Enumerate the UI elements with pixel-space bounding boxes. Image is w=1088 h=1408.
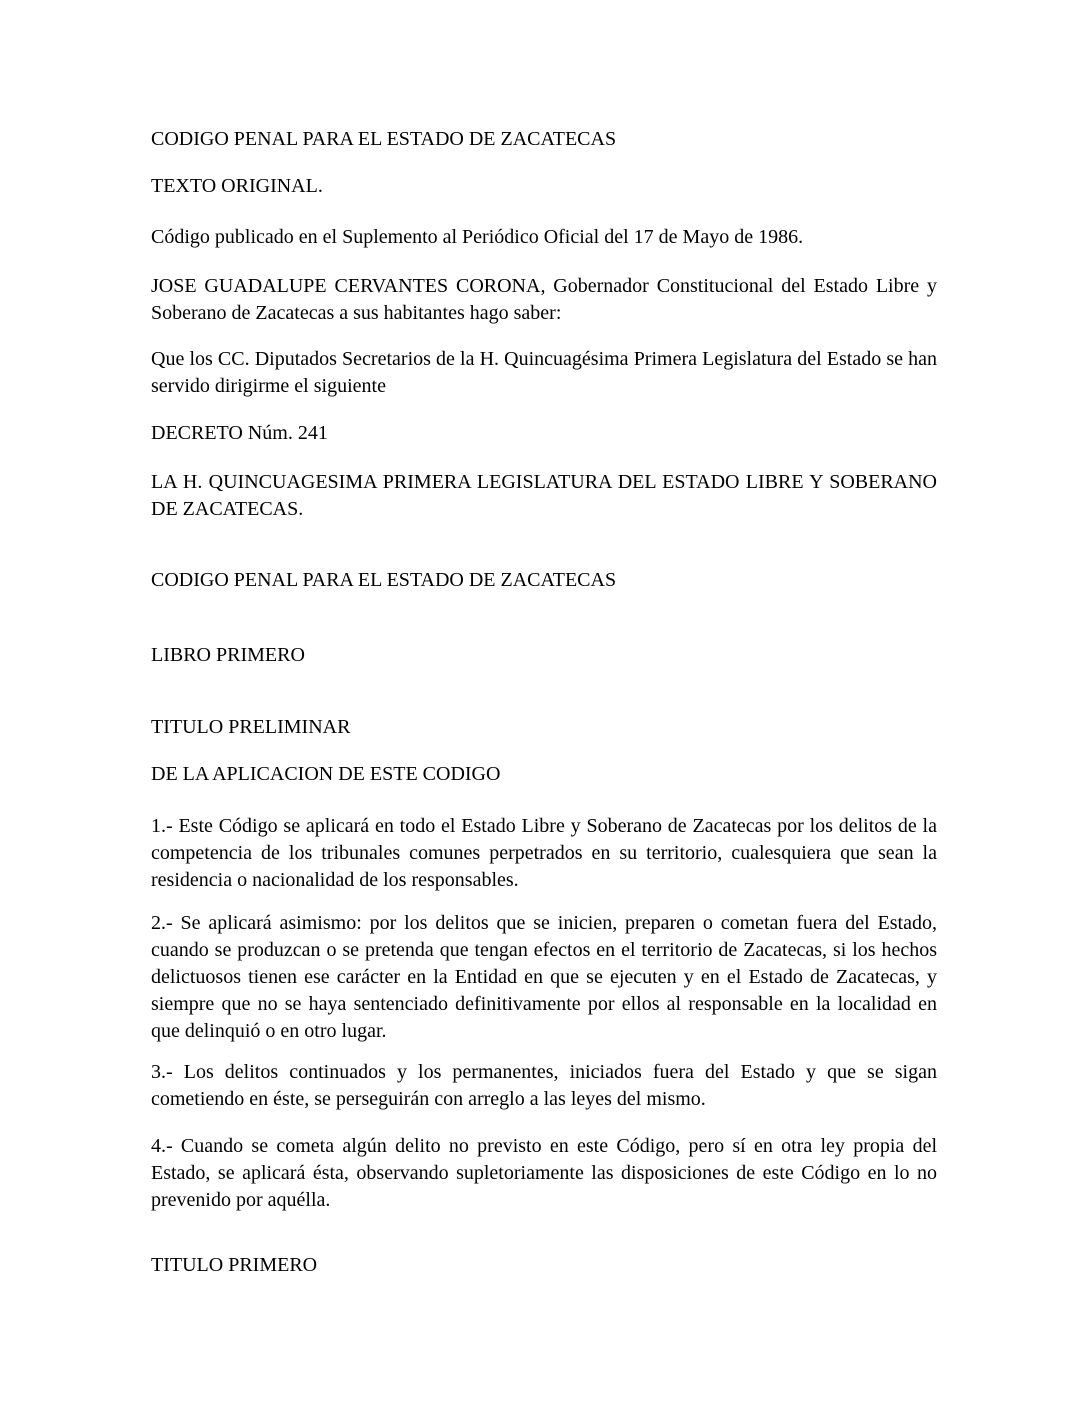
- preliminary-title-heading: TITULO PRELIMINAR: [151, 716, 351, 738]
- article-2: 2.- Se aplicará asimismo: por los delitos que se inicien, preparen o cometan fuera del Estado, cuando se produzcan o se pretenda que tengan efectos en el territorio de Zacatecas, si los hechos delictuosos tienen ese carácter en la Entidad en que se ejecuten y en el Estado de Zacatecas, y siempre que no se haya sentenciado definitivamente por ellos al responsable en la localidad en que delinquió o en otro lugar.: [151, 912, 937, 1042]
- application-heading: DE LA APLICACION DE ESTE CODIGO: [151, 763, 501, 785]
- article-1: 1.- Este Código se aplicará en todo el Estado Libre y Soberano de Zacatecas por los delitos de la competencia de los tribunales comunes perpetrados en su territorio, cualesquiera que sean la residencia o nacionalidad de los responsables.: [151, 815, 937, 891]
- document-title: CODIGO PENAL PARA EL ESTADO DE ZACATECAS: [151, 128, 617, 150]
- governor-paragraph: JOSE GUADALUPE CERVANTES CORONA, Gobernador Constitucional del Estado Libre y Soberano de Zacatecas a sus habitantes hago saber:: [151, 275, 937, 324]
- deputies-paragraph: Que los CC. Diputados Secretarios de la H. Quincuagésima Primera Legislatura del Estado se han servido dirigirme el siguiente: [151, 348, 937, 397]
- code-title-heading: CODIGO PENAL PARA EL ESTADO DE ZACATECAS: [151, 569, 617, 591]
- article-4: 4.- Cuando se cometa algún delito no previsto en este Código, pero sí en otra ley propia del Estado, se aplicará ésta, observando supletoriamente las disposiciones de este Código en lo no prevenido por aquélla.: [151, 1135, 937, 1211]
- text-original-label: TEXTO ORIGINAL.: [151, 175, 323, 197]
- first-title-heading: TITULO PRIMERO: [151, 1254, 318, 1276]
- decree-number: DECRETO Núm. 241: [151, 422, 328, 444]
- publication-note: Código publicado en el Suplemento al Periódico Oficial del 17 de Mayo de 1986.: [151, 226, 804, 248]
- book-heading: LIBRO PRIMERO: [151, 644, 305, 666]
- article-3: 3.- Los delitos continuados y los permanentes, iniciados fuera del Estado y que se sigan cometiendo en éste, se perseguirán con arreglo a las leyes del mismo.: [151, 1061, 937, 1110]
- legislature-heading: LA H. QUINCUAGESIMA PRIMERA LEGISLATURA DEL ESTADO LIBRE Y SOBERANO DE ZACATECAS.: [151, 471, 937, 520]
